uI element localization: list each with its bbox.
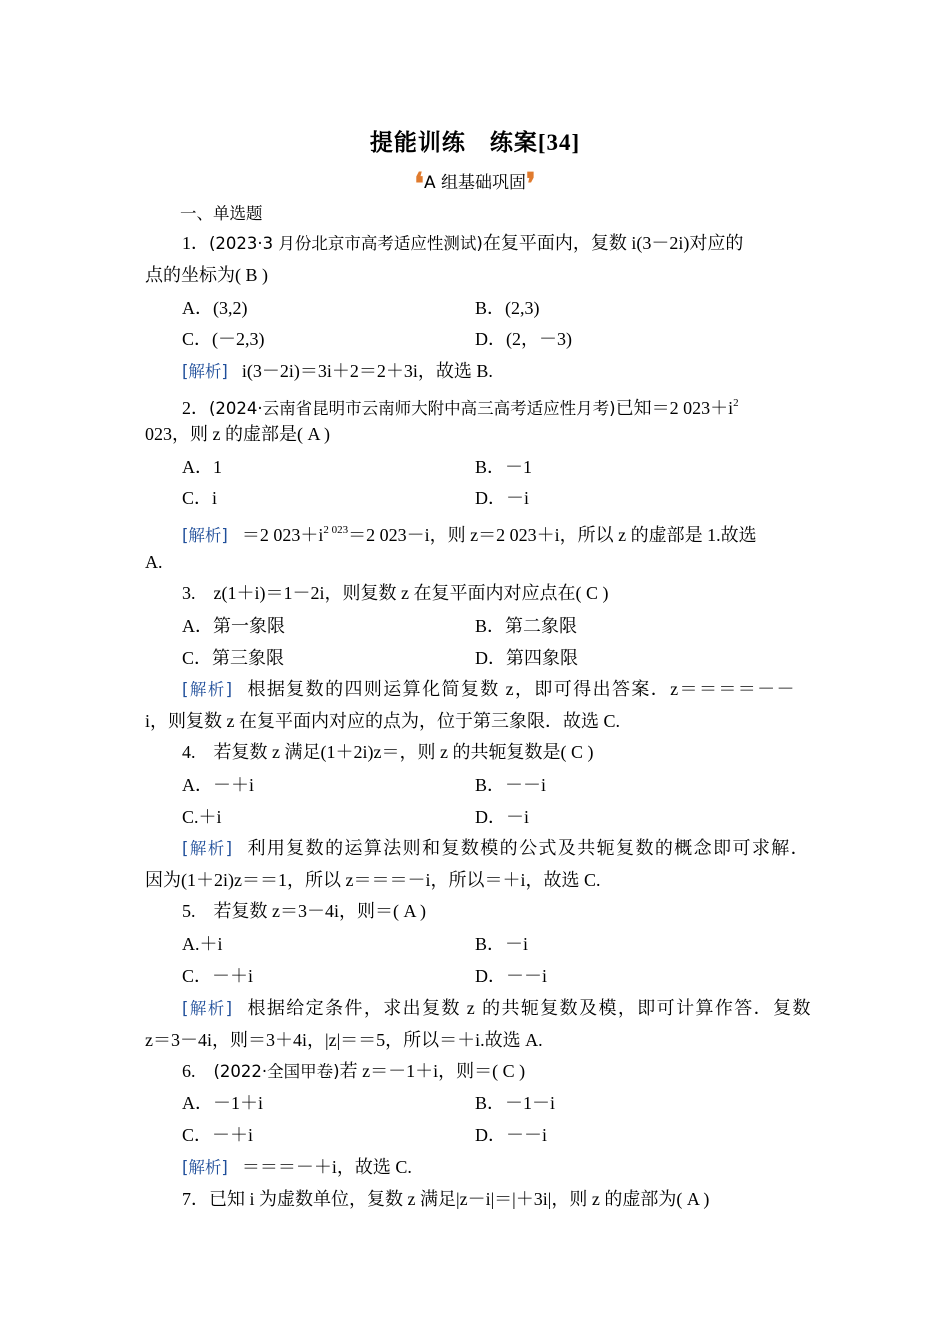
question-source: (2023·3 月份北京市高考适应性测试): [209, 234, 483, 253]
analysis-text: 利用复数的运算法则和复数模的公式及共轭复数的概念即可求解．: [247, 838, 811, 858]
option-a: A．第一象限: [182, 616, 285, 636]
question-5: 5. 若复数 z＝3－4i，则＝( A ): [182, 901, 426, 921]
option-d: D．第四象限: [475, 648, 578, 668]
option-a: A．－1＋i: [182, 1093, 263, 1113]
analysis-tag: [解析]: [182, 999, 234, 1018]
option-a: A．(3,2): [182, 298, 248, 318]
option-d: D．－－i: [475, 966, 547, 986]
analysis-2-line-2: A.: [145, 552, 163, 572]
question-source: (2024·云南省昆明市云南师大附中高三高考适应性月考): [209, 399, 616, 418]
analysis-4-line-2: 因为(1＋2i)z＝＝1，所以 z＝＝＝－i，所以＝＋i，故选 C.: [145, 870, 601, 890]
option-d: D．－i: [475, 807, 529, 827]
question-number: 6.: [182, 1061, 214, 1081]
analysis-5-line-1: [182, 996, 847, 1021]
analysis-text: i(3－2i)＝3i＋2＝2＋3i，故选 B.: [241, 361, 493, 381]
question-3: 3. z(1＋i)＝1－2i，则复数 z 在复平面内对应点在( C ): [182, 583, 609, 603]
question-stem: 若 z＝－1＋i，则＝( C ): [339, 1061, 526, 1081]
question-2-line-1: [182, 391, 847, 421]
question-number: 2．: [182, 398, 209, 418]
option-b: B．－i: [475, 934, 529, 954]
title-text: 提能训练 练案: [369, 130, 538, 156]
option-b: B．第二象限: [475, 616, 578, 636]
analysis-3-line-2: i，则复数 z 在复平面内对应的点为，位于第三象限．故选 C.: [145, 711, 620, 731]
option-c: C．i: [182, 488, 218, 508]
question-4: 4. 若复数 z 满足(1＋2i)z＝，则 z 的共轭复数是( C ): [182, 742, 594, 762]
option-c: C．第三象限: [182, 648, 285, 668]
section-heading: 一、单选题: [180, 204, 263, 223]
analysis-tag: [解析]: [182, 680, 234, 699]
superscript: 2 023: [323, 524, 349, 536]
analysis-tag: [解析]: [182, 839, 234, 858]
option-b: B．－1: [475, 457, 533, 477]
close-quote-icon: ❜: [526, 167, 536, 202]
open-quote-icon: ❛: [414, 167, 424, 202]
option-b: B．－1－i: [475, 1093, 556, 1113]
option-a: A．1: [182, 457, 222, 477]
option-a: A.＋i: [182, 934, 223, 954]
analysis-1: [182, 359, 847, 384]
option-d: D．－i: [475, 488, 529, 508]
question-6: [182, 1059, 847, 1084]
analysis-text: ＝2 023－i，则 z＝2 023＋i，所以 z 的虚部是 1.故选: [348, 525, 757, 545]
analysis-text: ＝＝＝－＋i，故选 C.: [241, 1157, 412, 1177]
analysis-text: ＝2 023＋i: [241, 525, 324, 545]
question-7: 7．已知 i 为虚数单位，复数 z 满足|z－i|＝|＋3i|，则 z 的虚部为( A ): [182, 1189, 710, 1209]
option-d: D．－－i: [475, 1125, 547, 1145]
analysis-4-line-1: [182, 836, 847, 861]
group-heading-text: A 组基础巩固: [423, 173, 527, 193]
title-tag: [34]: [537, 130, 581, 155]
analysis-6: [182, 1155, 847, 1180]
option-c: C．(－2,3): [182, 329, 265, 349]
option-a: A．－＋i: [182, 775, 254, 795]
question-1-line-1: [182, 231, 847, 256]
question-stem: 已知＝2 023＋i: [615, 398, 734, 418]
option-c: C.＋i: [182, 807, 222, 827]
analysis-5-line-2: z＝3－4i，则＝3＋4i，|z|＝＝5，所以＝＋i.故选 A.: [145, 1030, 543, 1050]
group-heading: [0, 167, 950, 202]
analysis-tag: [解析]: [182, 526, 228, 545]
option-b: B．－－i: [475, 775, 547, 795]
option-b: B．(2,3): [475, 298, 540, 318]
question-2-line-2: 023，则 z 的虚部是( A ): [145, 424, 330, 444]
analysis-2-line-1: [182, 518, 847, 548]
analysis-text: 根据给定条件，求出复数 z 的共轭复数及模，即可计算作答．复数: [247, 998, 812, 1018]
page-title: [0, 124, 950, 157]
superscript: 2: [733, 397, 739, 409]
option-d: D．(2，－3): [475, 329, 572, 349]
question-source: (2022·全国甲卷): [213, 1062, 340, 1081]
question-number: 1．: [182, 233, 209, 253]
analysis-3-line-1: [182, 677, 847, 702]
option-c: C．－＋i: [182, 1125, 254, 1145]
analysis-tag: [解析]: [182, 362, 228, 381]
analysis-tag: [解析]: [182, 1158, 228, 1177]
analysis-text: 根据复数的四则运算化简复数 z，即可得出答案．z＝＝＝＝－－: [247, 679, 796, 699]
option-c: C．－＋i: [182, 966, 254, 986]
question-1-line-2: 点的坐标为( B ): [145, 265, 268, 285]
question-stem: 在复平面内，复数 i(3－2i)对应的: [482, 233, 744, 253]
